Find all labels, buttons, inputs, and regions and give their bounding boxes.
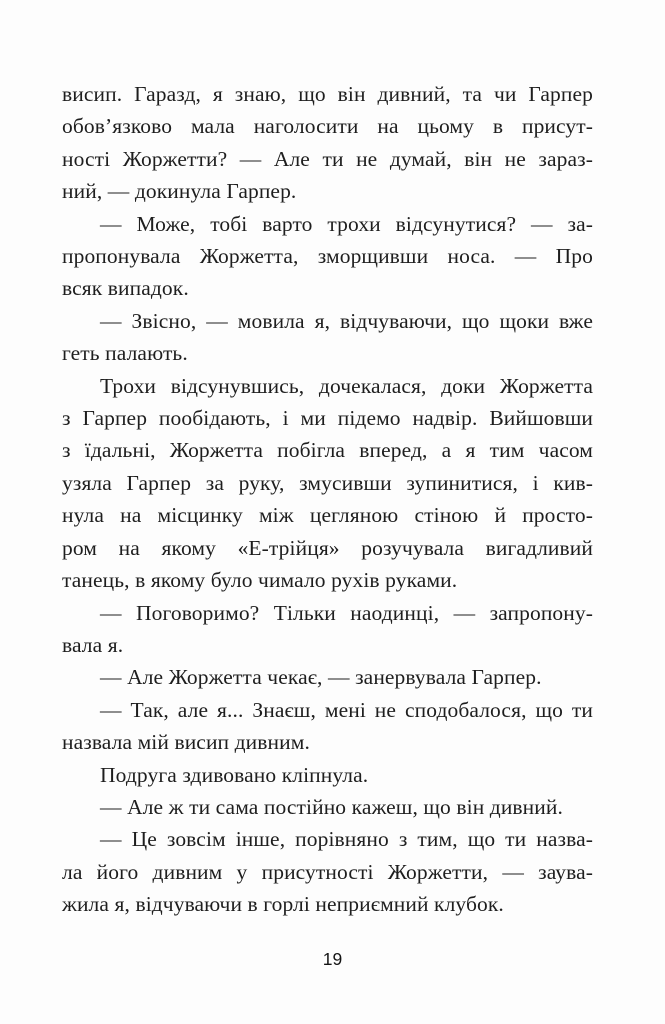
text-line: — Може, тобі варто трохи відсунутися? — за- — [100, 211, 593, 236]
text-line: — Але ж ти сама постійно кажеш, що він дивний. — [100, 794, 563, 819]
text-line: обов’язково мала наголосити на цьому в присут- — [62, 114, 593, 139]
text-line: всяк випадок. — [62, 276, 189, 301]
text-line: — Поговоримо? Тільки наодинці, — запропону- — [100, 600, 593, 625]
page-number: 19 — [322, 949, 343, 969]
text-line: ла його дивним у присутності Жоржетти, — заува- — [62, 859, 593, 884]
text-line: — Так, але я... Знаєш, мені не сподобалося, що ти — [100, 697, 593, 722]
text-line: — Звісно, — мовила я, відчуваючи, що щоки вже — [100, 308, 593, 333]
text-line: Подруга здивовано кліпнула. — [100, 762, 369, 787]
text-line: нула на місцинку між цегляною стіною й просто- — [62, 503, 593, 528]
page-text-block — [62, 78, 593, 921]
text-line: геть палають. — [62, 341, 188, 366]
text-line: ності Жоржетти? — Але ти не думай, він не зараз- — [62, 146, 593, 171]
text-line: назвала мій висип дивним. — [62, 730, 310, 755]
text-line: пропонувала Жоржетта, зморщивши носа. — Про — [62, 244, 593, 269]
text-line: вала я. — [62, 632, 124, 657]
text-line: ром на якому «Е-трійця» розучувала вигадливий — [62, 535, 593, 560]
text-line: узяла Гарпер за руку, змусивши зупинитися, і кив- — [62, 470, 593, 495]
text-line: Трохи відсунувшись, дочекалася, доки Жоржетта — [100, 373, 593, 398]
text-line: висип. Гаразд, я знаю, що він дивний, та чи Гарпер — [62, 82, 593, 106]
text-line: з їдальні, Жоржетта побігла вперед, а я тим часом — [62, 438, 593, 463]
text-line: танець, в якому було чимало рухів руками. — [62, 568, 458, 593]
text-line: — Це зовсім інше, порівняно з тим, що ти назва- — [100, 827, 593, 852]
text-line: з Гарпер пообідають, і ми підемо надвір. Вийшовши — [62, 406, 593, 431]
text-line: жила я, відчуваючи в горлі неприємний клубок. — [62, 892, 504, 917]
text-line: ний, — докинула Гарпер. — [62, 179, 297, 204]
text-line: — Але Жоржетта чекає, — занервувала Гарпер. — [100, 665, 542, 690]
